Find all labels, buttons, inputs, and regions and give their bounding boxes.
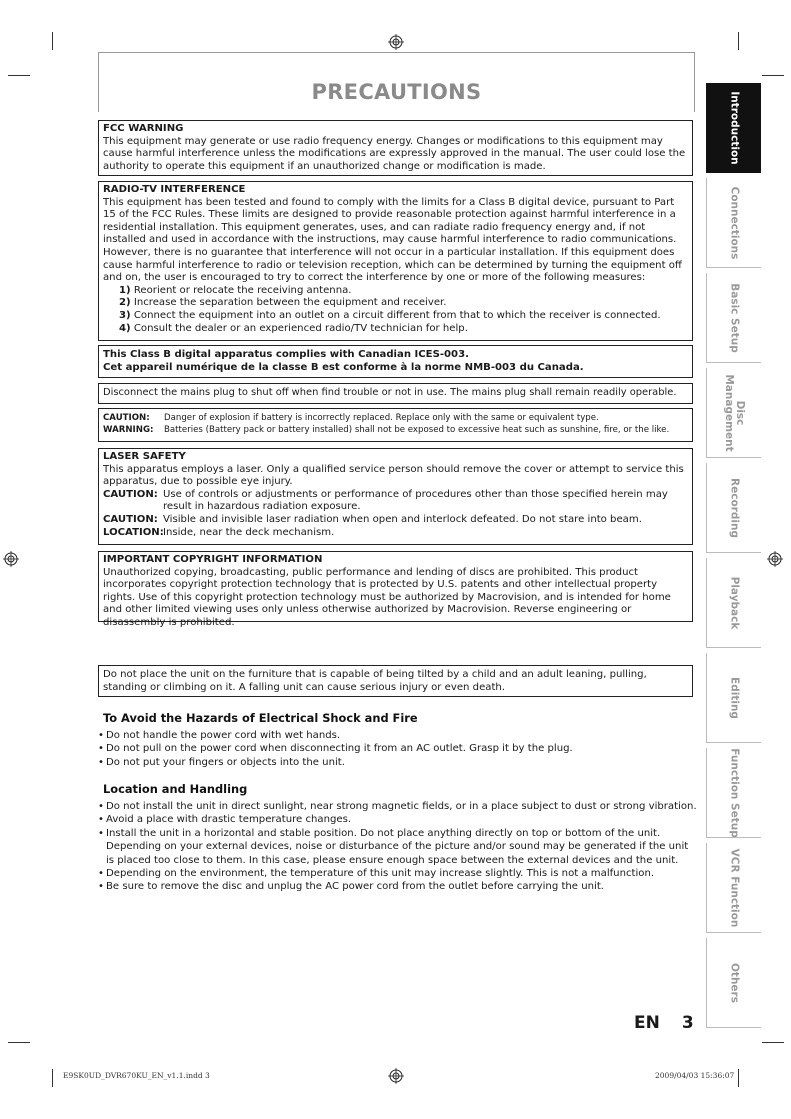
list-item: • Do not pull on the power cord when disconnecting it from an AC outlet. Grasp it by the plug.: [98, 742, 698, 755]
mains-text: Disconnect the mains plug to shut off when find trouble or not in use. The mains plug shall remain readily operable.: [103, 387, 677, 398]
location-section-title: Location and Handling: [103, 782, 248, 796]
copyright-text: Unauthorized copying, broadcasting, public performance and lending of discs are prohibited. This product incorporates copyright protection technology that is protected by U.S. patents and other intellectual property rights. Use of this copyright protection technology must be authorized by Macrovision, and is intended for home and other limited viewing uses only unless otherwise authorized by Macrovision. Reverse engineering or disassembly is prohibited.: [103, 566, 671, 628]
location-list: [98, 800, 698, 894]
tab-playback: Playback: [706, 558, 761, 648]
list-item: • Install the unit in a horizontal and stable position. Do not place anything directly on top or bottom of the unit. Depending on your external devices, noise or disturbance of the picture and/or sound may be generated if the unit is placed too close to them. In this case, please ensure enough space between the external devices and the unit.: [98, 827, 698, 867]
footer-file: E9SK0UD_DVR670KU_EN_v1.1.indd 3: [63, 1071, 210, 1080]
laser-text: This apparatus employs a laser. Only a qualified service person should remove the cover or attempt to service this apparatus, due to possible eye injury.: [103, 463, 684, 488]
fcc-heading: FCC WARNING: [103, 123, 184, 134]
tab-basic-setup: Basic Setup: [706, 273, 761, 363]
laser-row: LOCATION: Inside, near the deck mechanism.: [103, 526, 335, 538]
list-item: 3) Connect the equipment into an outlet on a circuit different from that to which the receiver is connected.: [119, 309, 661, 321]
radio-tv-box: [98, 181, 693, 341]
copyright-box: [98, 551, 693, 628]
tab-connections: Connections: [706, 178, 761, 268]
tab-introduction: Introduction: [706, 83, 761, 173]
shock-list: [98, 729, 698, 769]
battery-row: CAUTION: Danger of explosion if battery is incorrectly replaced. Replace only with the same or equivalent type.: [103, 413, 599, 423]
copyright-heading: IMPORTANT COPYRIGHT INFORMATION: [103, 554, 323, 565]
list-item: • Be sure to remove the disc and unplug the AC power cord from the outlet before carrying the unit.: [98, 880, 698, 893]
list-item: 1) Reorient or relocate the receiving antenna.: [119, 284, 352, 296]
page-title: PRECAUTIONS: [311, 80, 482, 104]
registration-mark-icon: [388, 34, 404, 50]
tab-disc-management: Disc Management: [706, 368, 761, 458]
title-frame: [98, 52, 695, 53]
furniture-text: Do not place the unit on the furniture that is capable of being tilted by a child and an adult leaning, pulling, standing or climbing on it. A falling unit can cause serious injury or even death.: [103, 669, 647, 693]
page-index: 3: [681, 1013, 694, 1033]
radio-heading: RADIO-TV INTERFERENCE: [103, 184, 246, 195]
registration-mark-icon: [3, 551, 19, 567]
fcc-text: This equipment may generate or use radio frequency energy. Changes or modifications to this equipment may cause harmful interference unless the modifications are expressly approved in the manual. The user could lose the authority to operate this equipment if an unauthorized change or modification is made.: [103, 135, 686, 172]
footer-date: 2009/04/03 15:36:07: [655, 1071, 735, 1080]
laser-row: CAUTION: Use of controls or adjustments or performance of procedures other than those specified herein may result in hazardous radiation exposure.: [103, 488, 668, 513]
page-number: [634, 1013, 694, 1033]
tab-function-setup: Function Setup: [706, 748, 761, 838]
shock-section-title: To Avoid the Hazards of Electrical Shock and Fire: [103, 711, 418, 725]
list-item: • Do not handle the power cord with wet hands.: [98, 729, 698, 742]
list-item: 4) Consult the dealer or an experienced radio/TV technician for help.: [119, 322, 468, 334]
language-code: EN: [634, 1013, 660, 1033]
list-item: • Avoid a place with drastic temperature changes.: [98, 813, 698, 826]
canada-line-1: This Class B digital apparatus complies with Canadian ICES-003.: [103, 349, 469, 360]
tab-editing: Editing: [706, 653, 761, 743]
list-item: • Depending on the environment, the temperature of this unit may increase slightly. This is not a malfunction.: [98, 867, 698, 880]
list-item: 2) Increase the separation between the equipment and receiver.: [119, 297, 447, 309]
fcc-warning-box: [98, 120, 693, 176]
tab-recording: Recording: [706, 463, 761, 553]
list-item: • Do not install the unit in direct sunlight, near strong magnetic fields, or in a place subject to dust or strong vibration.: [98, 800, 698, 813]
canada-box: [98, 345, 693, 378]
canada-line-2: Cet appareil numérique de la classe B est conforme à la norme NMB-003 du Canada.: [103, 361, 584, 373]
laser-safety-box: [98, 448, 693, 545]
laser-row: CAUTION: Visible and invisible laser radiation when open and interlock defeated. Do not stare into beam.: [103, 513, 642, 525]
battery-row: WARNING: Batteries (Battery pack or battery installed) shall not be exposed to excessive heat such as sunshine, fire, or the like.: [103, 425, 670, 435]
registration-mark-icon: [767, 551, 783, 567]
mains-box: [98, 383, 693, 404]
tab-vcr-function: VCR Function: [706, 843, 761, 933]
radio-text: This equipment has been tested and found to comply with the limits for a Class B digital device, pursuant to Part 15 of the FCC Rules. These limits are designed to provide reasonable protection against harmful interference in a residential installation. This equipment generates, uses, and can radiate radio frequency energy and, if not installed and used in accordance with the instructions, may cause harmful interference to radio communications. However, there is no guarantee that interference will not occur in a particular installation. If this equipment does cause harmful interference to radio or television reception, which can be determined by turning the equipment off and on, the user is encouraged to try to correct the interference by one or more of the following measures:: [103, 196, 682, 284]
furniture-box: [98, 665, 693, 697]
registration-mark-icon: [388, 1068, 404, 1084]
measures-list: [103, 285, 688, 335]
laser-heading: LASER SAFETY: [103, 451, 186, 462]
tab-others: Others: [706, 938, 761, 1028]
battery-box: [98, 408, 693, 442]
list-item: • Do not put your fingers or objects into the unit.: [98, 756, 698, 769]
